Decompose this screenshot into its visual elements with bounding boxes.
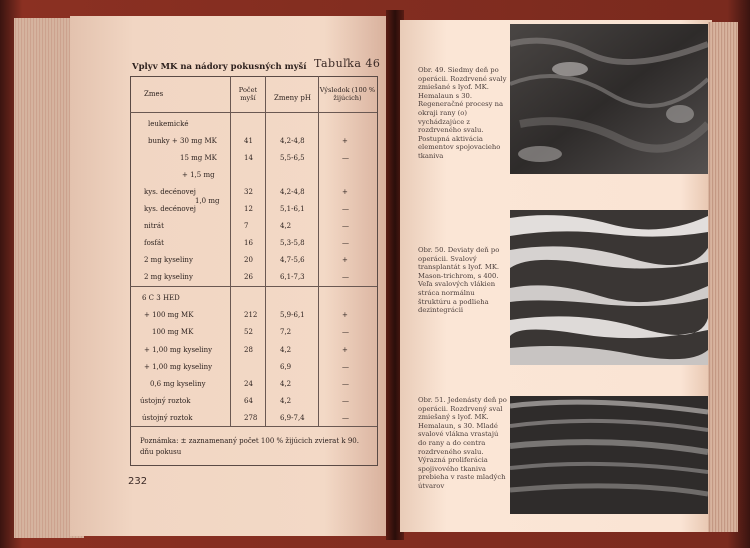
col-header-ph: Zmeny pH xyxy=(274,94,311,102)
micrograph-51 xyxy=(510,396,708,514)
row-ph: 5,9-6,1 xyxy=(280,311,305,320)
row-count: 24 xyxy=(244,380,253,388)
row-label: nitrát xyxy=(144,222,164,230)
row-count: 41 xyxy=(244,137,253,145)
row-ph: 4,2 xyxy=(280,380,292,388)
row-ph: 4,2-4,8 xyxy=(280,188,305,196)
table-number: Tabuľka 46 xyxy=(314,57,381,70)
col-sep xyxy=(265,76,266,426)
row-label: leukemické xyxy=(148,120,189,128)
row-label: fosfát xyxy=(144,239,164,247)
col-header-result: Výsledok (100 % žijúcich) xyxy=(319,86,376,102)
row-count: 12 xyxy=(244,205,253,213)
row-result: — xyxy=(342,362,349,371)
row-label: + 1,00 mg kyseliny xyxy=(144,345,213,354)
row-result: — xyxy=(342,328,349,337)
row-count: 16 xyxy=(244,239,253,247)
right-page-edges xyxy=(708,22,738,532)
row-ph: 4,2 xyxy=(280,345,292,354)
col-sep xyxy=(230,76,231,426)
row-result: — xyxy=(342,397,349,406)
row-label: kys. decénovej xyxy=(144,205,196,213)
row-result: — xyxy=(342,154,349,162)
row-count: 26 xyxy=(244,273,253,281)
row-result: — xyxy=(342,414,349,423)
row-label: ústojný roztok xyxy=(142,414,193,423)
row-label: ústojný roztok xyxy=(140,397,191,406)
col-header-count: Počet myší xyxy=(238,86,258,102)
row-ph: 4,2-4,8 xyxy=(280,137,305,145)
group-rule xyxy=(130,286,377,287)
row-result: + xyxy=(342,311,348,320)
col-sep xyxy=(318,76,319,426)
row-ph: 6,1-7,3 xyxy=(280,273,305,281)
row-label: + 1,5 mg xyxy=(182,171,215,179)
row-sublabel: 1,0 mg xyxy=(195,197,220,205)
row-count: 52 xyxy=(244,328,253,337)
row-ph: 6,9 xyxy=(280,362,292,371)
row-ph: 7,2 xyxy=(280,328,292,337)
micrograph-50 xyxy=(510,210,708,365)
row-ph: 5,3-5,8 xyxy=(280,239,305,247)
row-ph: 4,2 xyxy=(280,222,292,230)
row-result: + xyxy=(342,345,348,354)
note-rule xyxy=(130,426,377,427)
caption-49: Obr. 49. Siedmy deň po operácii. Rozdrvené svaly zmiešané s lyof. MK. Hemalaun s 30. Regeneračné procesy na okraji rany (o) vychádzajúce z rozdrveného svalu. Postupná aktivácia elementov spojovacieho tkaniva xyxy=(418,66,507,160)
caption-50: Obr. 50. Deviaty deň po operácii. Svalový transplantát s lyof. MK. Mason-trichrom, s 400. Veľa svalových vlákien stráca normálnu štruktúru a podlieha dezintegrácii xyxy=(418,246,500,315)
table-note: Poznámka: ± zaznamenaný počet 100 % žijúcich zvierat k 90. dňu pokusu xyxy=(140,437,359,456)
row-count: 7 xyxy=(244,222,249,230)
row-ph: 6,9-7,4 xyxy=(280,414,305,423)
row-result: — xyxy=(342,222,349,230)
row-label: + 1,00 mg kyseliny xyxy=(144,362,213,371)
row-label: 100 mg MK xyxy=(152,328,194,337)
row-count: 20 xyxy=(244,256,253,264)
table-heading: Vplyv MK na nádory pokusných myší xyxy=(132,62,307,72)
page-number: 232 xyxy=(128,476,148,487)
row-result: — xyxy=(342,205,349,213)
row-label: 2 mg kyseliny xyxy=(144,256,193,264)
col-header-zmes: Zmes xyxy=(144,90,164,98)
data-table xyxy=(130,76,378,466)
row-result: — xyxy=(342,239,349,247)
row-label: kys. decénovej xyxy=(144,188,196,196)
row-label: + 100 mg MK xyxy=(144,311,194,320)
row-result: + xyxy=(342,188,348,196)
row-label: bunky + 30 mg MK xyxy=(148,137,217,145)
header-rule xyxy=(130,112,377,113)
caption-51: Obr. 51. Jedenásty deň po operácii. Rozdrvený sval zmiešaný s lyof. MK. Hemalaun, s 30. Mladé svalové vlákna vrastajú do rany a do centra rozdrveného svalu. Výrazná proliferácia spojivového tkaniva prebieha v raste mladých útvarov xyxy=(418,396,507,490)
row-result: + xyxy=(342,137,348,145)
row-label: 2 mg kyseliny xyxy=(144,273,193,281)
row-ph: 4,7-5,6 xyxy=(280,256,305,264)
row-count: 14 xyxy=(244,154,253,162)
row-result: — xyxy=(342,380,349,388)
row-ph: 5,5-6,5 xyxy=(280,154,305,162)
row-count: 28 xyxy=(244,345,253,354)
row-label: 15 mg MK xyxy=(180,154,217,162)
row-result: + xyxy=(342,256,348,264)
row-count: 64 xyxy=(244,397,253,406)
row-label: 0,6 mg kyseliny xyxy=(150,380,206,388)
row-count: 32 xyxy=(244,188,253,196)
row-ph: 5,1-6,1 xyxy=(280,205,305,213)
row-label: 6 C 3 HED xyxy=(142,294,180,302)
row-count: 278 xyxy=(244,414,258,423)
row-ph: 4,2 xyxy=(280,397,292,406)
row-count: 212 xyxy=(244,311,258,320)
micrograph-49 xyxy=(510,24,708,174)
row-result: — xyxy=(342,273,349,281)
